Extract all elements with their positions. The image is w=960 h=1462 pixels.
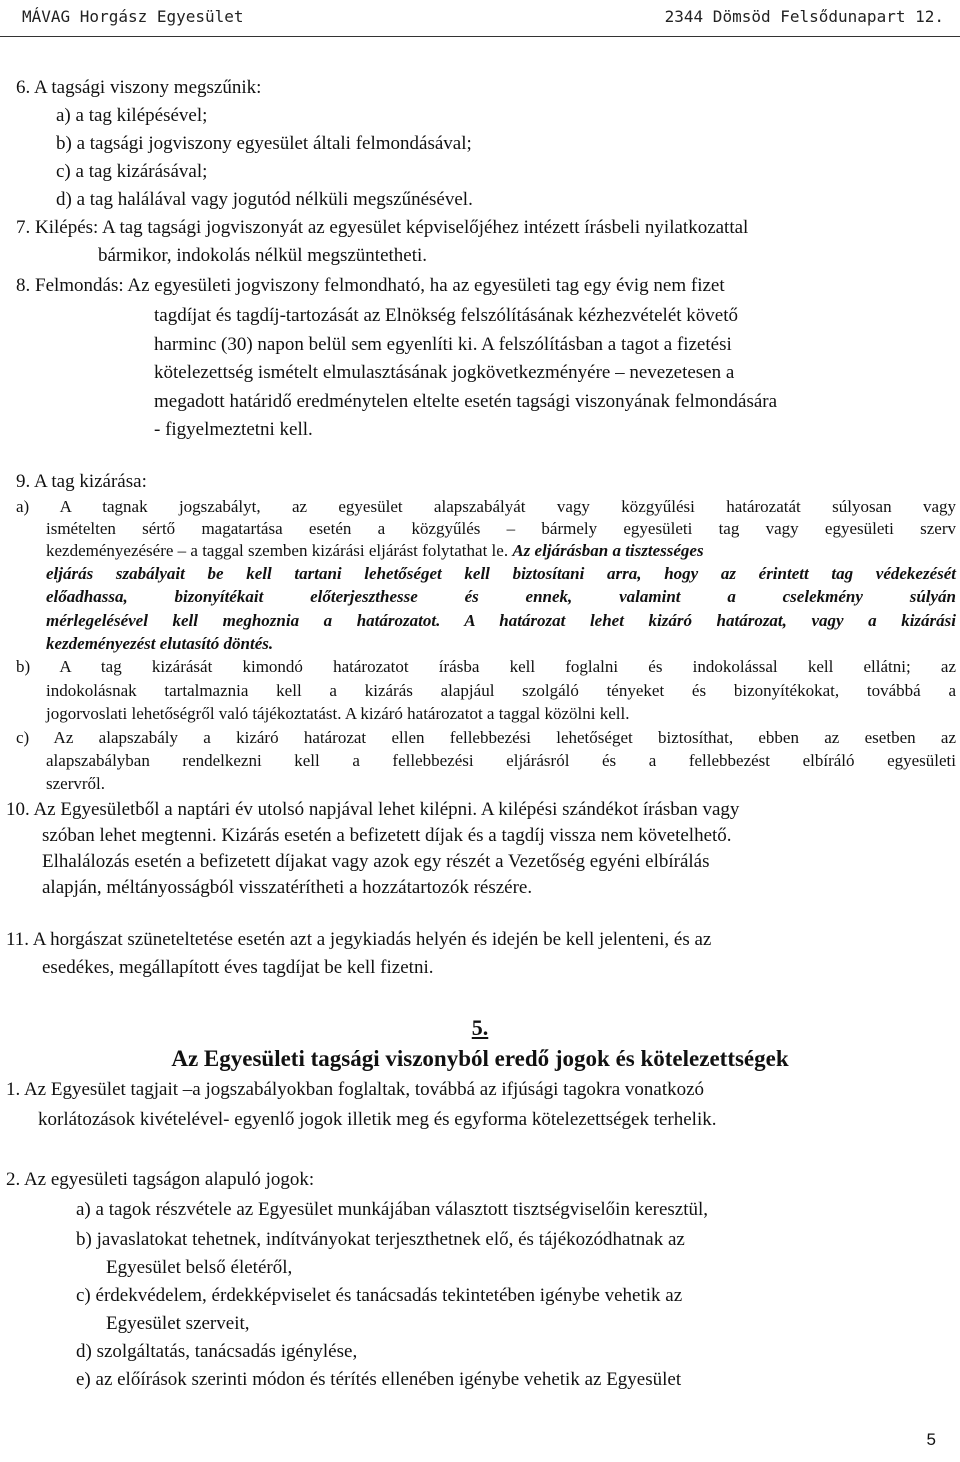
header-organization: MÁVAG Horgász Egyesület bbox=[22, 7, 244, 26]
section-9-b-line-2: indokolásnak tartalmaznia kell a kizárás alapjául szolgáló tényeket és bizonyítékokat, továbbá a bbox=[46, 681, 956, 700]
page-number: 5 bbox=[926, 1430, 936, 1449]
section-6-item-a: a) a tag kilépésével; bbox=[56, 105, 208, 126]
chapter-section-2-item-1: a) a tagok részvétele az Egyesület munkájában választott tisztségviselőin keresztül, bbox=[76, 1199, 709, 1220]
section-10-line-3: Elhalálozás esetén a befizetett díjakat vagy azok egy részét a Vezetőség egyéni elbírálás bbox=[42, 851, 710, 872]
section-8-line-3: harminc (30) napon belül sem egyenlíti ki. A felszólításban a tagot a fizetési bbox=[154, 334, 732, 355]
section-9-a-line-3-plain: kezdeményezésére – a taggal szemben kizárási eljárást folytathat le. bbox=[46, 541, 513, 560]
chapter-section-2-title: 2. Az egyesületi tagságon alapuló jogok: bbox=[6, 1169, 315, 1190]
section-8-line-6: - figyelmeztetni kell. bbox=[154, 419, 313, 440]
section-9-a-bold-line-1: eljárás szabályait be kell tartani lehetőséget kell biztosítani arra, hogy az érintett tag védekezését bbox=[46, 564, 956, 583]
section-6-item-d: d) a tag halálával vagy jogutód nélküli megszűnésével. bbox=[56, 189, 473, 210]
chapter-section-2-item-5: e) az előírások szerinti módon és térítés ellenében igénybe vehetik az Egyesület bbox=[76, 1369, 682, 1390]
section-10-line-4: alapján, méltányosságból visszatérítheti a hozzátartozók részére. bbox=[42, 877, 533, 898]
chapter-section-1-line-1: 1. Az Egyesület tagjait –a jogszabályokban foglaltak, továbbá az ifjúsági tagokra vonatkozó bbox=[6, 1079, 705, 1100]
section-9-title: 9. A tag kizárása: bbox=[16, 471, 147, 492]
chapter-section-2-item-3-cont: Egyesület szerveit, bbox=[106, 1313, 250, 1334]
section-9-a-line-3 bbox=[46, 540, 704, 562]
section-9-c-line-2: alapszabályban rendelkezni kell a fellebbezési eljárásról és a fellebbezést elbíráló egyesületi bbox=[46, 751, 956, 770]
chapter-section-2-item-4: d) szolgáltatás, tanácsadás igénylése, bbox=[76, 1341, 358, 1362]
header-address: 2344 Dömsöd Felsődunapart 12. bbox=[664, 7, 944, 26]
section-6-item-c: c) a tag kizárásával; bbox=[56, 161, 208, 182]
section-9-a-bold-line-3: mérlegelésével kell meghoznia a határozatot. A határozat lehet kizáró határozat, vagy a kizárási bbox=[46, 611, 956, 630]
section-9-a-line-1: a) A tagnak jogszabályt, az egyesület alapszabályát vagy közgyűlési határozatát súlyosan vagy bbox=[16, 497, 956, 516]
chapter-number-text: 5. bbox=[471, 1015, 489, 1040]
section-9-c-line-3: szervről. bbox=[46, 774, 106, 793]
section-10-line-2: szóban lehet megtenni. Kizárás esetén a befizetett díjak és a tagdíj vissza nem követelhető. bbox=[42, 825, 732, 846]
section-6-title: 6. A tagsági viszony megszűnik: bbox=[16, 77, 262, 98]
section-8-line-1: 8. Felmondás: Az egyesületi jogviszony felmondható, ha az egyesületi tag egy évig nem fizet bbox=[16, 275, 725, 296]
section-7-line-1: 7. Kilépés: A tag tagsági jogviszonyát az egyesület képviselőjéhez intézett írásbeli nyilatkozattal bbox=[16, 217, 749, 238]
section-8-line-2: tagdíjat és tagdíj-tartozását az Elnökség felszólításának kézhezvételét követő bbox=[154, 305, 738, 326]
chapter-number bbox=[0, 1014, 960, 1042]
chapter-title: Az Egyesületi tagsági viszonyból eredő jogok és kötelezettségek bbox=[171, 1046, 789, 1071]
section-11-line-2: esedékes, megállapított éves tagdíjat be kell fizetni. bbox=[42, 957, 434, 978]
section-9-c-line-1: c) Az alapszabály a kizáró határozat ellen fellebbezési lehetőséget biztosíthat, ebben az esetben az bbox=[16, 728, 956, 747]
chapter-section-2-item-2: b) javaslatokat tehetnek, indítványokat terjeszthetnek elő, és tájékozódhatnak az bbox=[76, 1229, 685, 1250]
section-8-line-4: kötelezettség ismételt elmulasztásának jogkövetkezményére – nevezetesen a bbox=[154, 362, 735, 383]
section-9-a-line-2: ismételten sértő magatartása esetén a közgyűlés – bármely egyesületi tag vagy egyesületi szerv bbox=[46, 519, 956, 538]
section-9-a-line-3-bold: Az eljárásban a tisztességes bbox=[512, 541, 704, 560]
section-9-a-bold-line-4: kezdeményezést elutasító döntés. bbox=[46, 634, 274, 653]
section-6-item-b: b) a tagsági jogviszony egyesület általi felmondásával; bbox=[56, 133, 472, 154]
chapter-section-2-item-2-cont: Egyesület belső életéről, bbox=[106, 1257, 293, 1278]
section-9-a-bold-line-2: előadhassa, bizonyítékait előterjeszthesse és ennek, valamint a cselekmény súlyán bbox=[46, 587, 956, 606]
section-9-b-line-3: jogorvoslati lehetőségről való tájékoztatást. A kizáró határozatot a taggal közölni kell. bbox=[46, 704, 630, 723]
chapter-section-1-line-2: korlátozások kivételével- egyenlő jogok illetik meg és egyforma kötelezettségek terhelik. bbox=[38, 1109, 717, 1130]
section-10-line-1: 10. Az Egyesületből a naptári év utolsó napjával lehet kilépni. A kilépési szándékot írásban vagy bbox=[6, 799, 740, 820]
section-11-line-1: 11. A horgászat szüneteltetése esetén azt a jegykiadás helyén és idején be kell jelenteni, és az bbox=[6, 929, 712, 950]
section-9-b-line-1: b) A tag kizárását kimondó határozatot írásba kell foglalni és indokolással kell ellátni; az bbox=[16, 657, 956, 676]
section-7-line-2: bármikor, indokolás nélkül megszüntetheti. bbox=[98, 245, 428, 266]
chapter-section-2-item-3: c) érdekvédelem, érdekképviselet és tanácsadás tekintetében igénybe vehetik az bbox=[76, 1285, 683, 1306]
section-8-line-5: megadott határidő eredménytelen eltelte esetén tagsági viszonyának felmondására bbox=[154, 391, 778, 412]
